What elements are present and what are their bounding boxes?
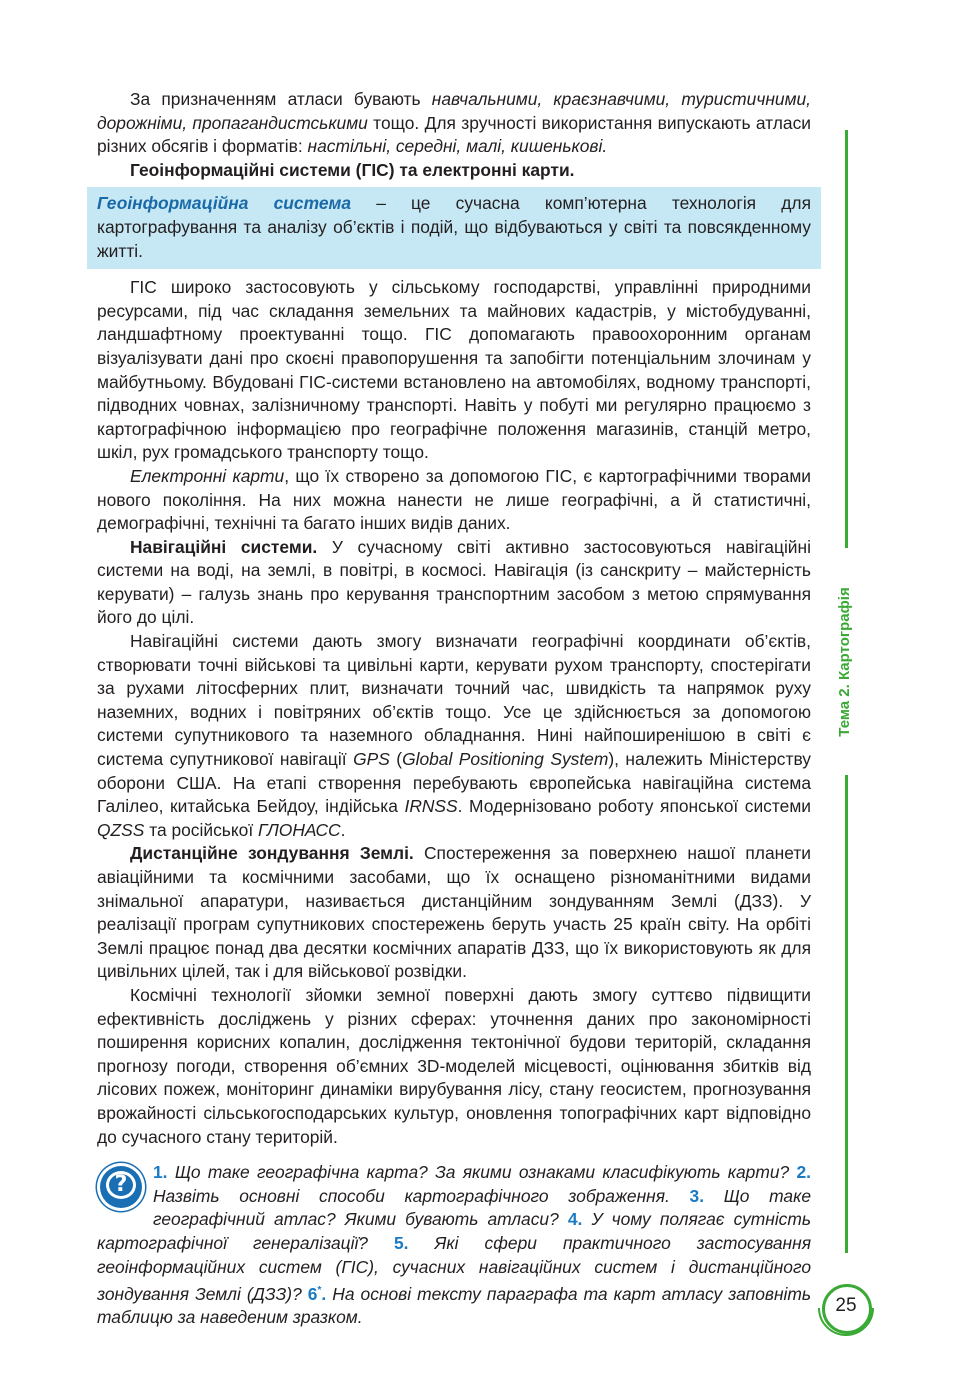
text-run: У сучасному світі активно застосовуються навігаційні системи на воді, на землі, в повітрі, в космосі. Навігація (із санскриту – майстерність керувати) – галузь знань про керування транспортним засобом з метою спрямування його до цілі.	[97, 536, 811, 628]
text-run: Навігаційні системи дають змогу визначати географічні координати об’єктів, створювати точні військові та цивільні карти, керувати рухом транспорту, спостерігати за рухами літосферних плит, визначати точний час, швидкість та напрямок руху наземних, водних і повітряних об’єктів тощо. Усе це здійснюється за допомогою системи супутникового та наземного обладнання. Нині найпоширенішою в світі є система супутникової навігації	[97, 631, 811, 770]
section-heading-gis: Геоінформаційні системи (ГІС) та електронні карти.	[130, 159, 575, 180]
text-run-italic: QZSS	[97, 819, 145, 840]
text-run-italic: Global Positioning System	[402, 749, 609, 770]
subheading-remote-sensing: Дистанційне зондування Землі.	[130, 843, 414, 864]
text-run: та російської	[144, 819, 258, 840]
question-text: Що таке географічна карта? За якими ознаками класифікують карти?	[167, 1162, 797, 1183]
definition-text: – це сучасна комп’ютерна технологія для картографування та аналізу об’єктів і подій, що відбуваються у світі та повсякденному житті.	[97, 193, 811, 261]
paragraph-gis-usage: ГІС широко застосовують у сільському господарстві, управлінні природними ресурсами, під час складання земельних та майнових кадастрів, у містобудуванні, ландшафтному проектуванні тощо. ГІС допомагають правоохоронним органам візуалізувати дані про скоєні правопорушення та запобігти потенціальним злочинам у майбутньому. Вбудовані ГІС-системи встановлено на автомобілях, водному транспорті, підводних човнах, залізничному транспорті. Навіть у побуті ми регулярно працюємо з картографічною інформацією про географічне положення магазинів, станцій метро, шкіл, рух громадського транспорту тощо.	[97, 277, 811, 463]
text-run: .	[340, 819, 346, 840]
definition-term: Геоінформаційна система	[97, 193, 352, 214]
paragraph-space-technologies: Космічні технології зйомки земної поверхні дають змогу суттєво підвищити ефективність досліджень у різних сферах: уточнення даних про закономірності поширення корисних копалин, дослідження тектонічної будови територій, складання прогнозу погоди, створення об’ємних 3D-моделей місцевості, оцінювання збитків від лісових пожеж, моніторинг динаміки вирубування лісу, стану геосистем, прогнозування врожайності сільськогосподарських культур, оновлення топографічних карт відповідно до сучасного стану територій.	[97, 984, 811, 1147]
page-number-badge	[818, 1280, 874, 1336]
question-text: Які сфери практичного застосування геоінформаційних систем (ГІС), сучасних навігаційних систем і дистанційного зондування Землі (ДЗЗ)?	[97, 1232, 811, 1304]
text-run-italic: навчальними, краєзнавчими, туристичними, дорожніми, пропагандистськими	[97, 89, 812, 133]
question-mark-icon: ?	[97, 1163, 145, 1211]
text-run: , що їх створено за допомогою ГІС, є картографічними творами нового покоління. На них можна нанести не лише географічні, а й статистичні, демографічні, технічні та багато інших видів даних.	[97, 465, 811, 534]
text-run: . Модернізовано роботу японської системи	[457, 796, 811, 817]
paragraph-atlas-types	[97, 88, 811, 159]
subheading-navigation: Навігаційні системи.	[130, 536, 318, 557]
question-text: У чому полягає сутність картографічної генералізації?	[97, 1209, 812, 1253]
question-number: 1.	[153, 1162, 168, 1183]
page-number: 25	[835, 1295, 857, 1316]
text-run-italic: настільні, середні, малі, кишенькові.	[307, 136, 608, 157]
question-number: 4.	[567, 1209, 583, 1230]
paragraph-remote-sensing	[97, 842, 811, 984]
question-number: 6*.	[307, 1283, 327, 1304]
text-run: За призначенням атласи бувають	[130, 89, 432, 109]
question-number: 2.	[796, 1162, 811, 1183]
text-run-italic: ГЛОНАСС	[257, 819, 341, 840]
question-text: На основі тексту параграфа та карт атласу заповніть таблицю за наведеним зразком.	[97, 1283, 812, 1328]
sidebar-line-bottom	[845, 775, 848, 1253]
text-run-italic: IRNSS	[404, 796, 458, 817]
definition-box	[87, 187, 821, 269]
text-run: Спостереження за поверхнею нашої планети авіаційними та космічними засобами, що їх оснащено різноманітними видами знімальної апаратури, називається дистанційним зондуванням Землі (ДЗЗ). У реалізації програм супутникових спостережень беруть участь 25 країн світу. На орбіті Землі працює понад два десятки космічних апаратів ДЗЗ, що їх використовують як для цивільних цілей, так і для військової розвідки.	[97, 843, 811, 982]
text-run: (	[389, 749, 403, 770]
text-run: ), належить Міністерству оборони США. На етапі створення перебувають європейська навігаційна система Галілео, китайська Бейдоу, індійська	[97, 749, 811, 817]
review-questions	[97, 1161, 811, 1330]
question-text: Що таке географічний атлас? Якими бувають атласи?	[153, 1185, 811, 1230]
page-content	[97, 88, 811, 1330]
question-text: Назвіть основні способи картографічного зображення.	[153, 1185, 690, 1206]
paragraph-navigation-details	[97, 630, 811, 842]
question-number: 5.	[394, 1232, 409, 1253]
text-run: тощо. Для зручності використання випускають атласи різних обсягів і форматів:	[97, 112, 811, 157]
text-run-italic: GPS	[353, 749, 390, 770]
questions-text	[97, 1161, 811, 1330]
text-run-italic: Електронні карти	[130, 465, 285, 486]
sidebar-line-top	[845, 130, 848, 548]
paragraph-electronic-maps	[97, 465, 811, 536]
question-number: 3.	[689, 1185, 705, 1206]
paragraph-navigation-systems	[97, 536, 811, 630]
